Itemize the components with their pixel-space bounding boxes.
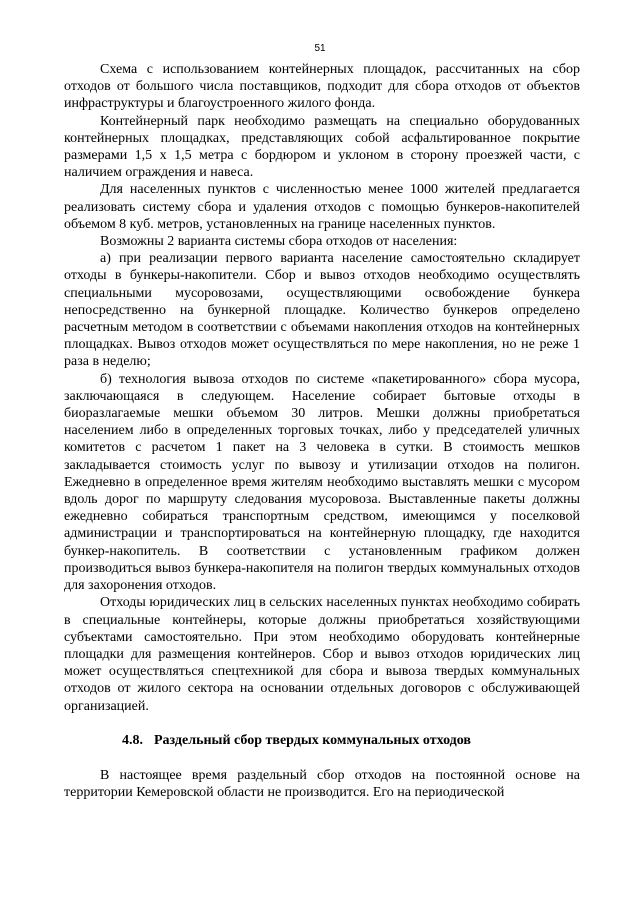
paragraph: Для населенных пунктов с численностью менее 1000 жителей предлагается реализовать систему сбора и удаления отходов с помощью бункеров-накопителей объемом 8 куб. метров, установленных на границе населенных пунктов. (64, 182, 580, 232)
page-number: 51 (314, 43, 326, 54)
section-number: 4.8. (122, 732, 143, 748)
paragraph: В настоящее время раздельный сбор отходов на постоянной основе на территории Кемеровской области не производится. Его на периодической (64, 767, 580, 801)
paragraph: Возможны 2 варианта системы сбора отходов от населения: (100, 234, 458, 250)
paragraph: Отходы юридических лиц в сельских населенных пунктах необходимо собирать в специальные контейнеры, которые должны приобретаться хозяйствующими субъектами самостоятельно. При этом необходимо оборудовать контейнерные площадки для размещения контейнеров. Сбор и вывоз отходов юридических лиц может осуществляться спецтехникой для сбора и вывоза твердых коммунальных отходов от жилого сектора на основании отдельных договоров с обслуживающей организацией. (64, 595, 580, 714)
paragraph: а) при реализации первого варианта население самостоятельно складирует отходы в бункеры-накопители. Сбор и вывоз отходов необходимо осуществлять специальными мусоровозами, осуществляющими освобождение бункера непосредственно на бункерной площадке. Количество бункеров определено расчетным методом в соответствии с объемами накопления отходов на контейнерных площадках. Вывоз отходов может осуществляться по мере накопления, но не реже 1 раза в неделю; (64, 251, 580, 370)
body-text (64, 61, 580, 801)
section-title: Раздельный сбор твердых коммунальных отходов (154, 732, 471, 748)
paragraph: Схема с использованием контейнерных площадок, рассчитанных на сбор отходов от большого числа поставщиков, подходит для сбора отходов от объектов инфраструктуры и благоустроенного жилого фонда. (64, 62, 580, 112)
section-heading (64, 732, 580, 749)
paragraph: б) технология вывоза отходов по системе «пакетированного» сбора мусора, заключающаяся в следующем. Население собирает бытовые отходы в биоразлагаемые мешки объемом 30 литров. Мешки должны приобретаться населением либо в определенных торговых точках, либо у председателей уличных комитетов с расчетом 1 пакет на 3 человека в сутки. В стоимость мешков закладывается стоимость услуг по вывозу и утилизации отходов на полигон. Ежедневно в определенное время жителям необходимо выставлять мешки с мусором вдоль дорог по маршруту следования мусоровоза. Выставленные пакеты должны ежедневно собираться транспортным средством, имеющимся у поселковой администрации и транспортироваться на контейнерную площадку, где находится бункер-накопитель. В соответствии с установленным графиком должен производиться вывоз бункера-накопителя на полигон твердых коммунальных отходов для захоронения отходов. (64, 371, 580, 594)
paragraph: Контейнерный парк необходимо размещать на специально оборудованных контейнерных площадках, представляющих собой асфальтированное покрытие размерами 1,5 х 1,5 метра с бордюром и уклоном в сторону проезжей части, с наличием ограждения и навеса. (64, 113, 580, 181)
